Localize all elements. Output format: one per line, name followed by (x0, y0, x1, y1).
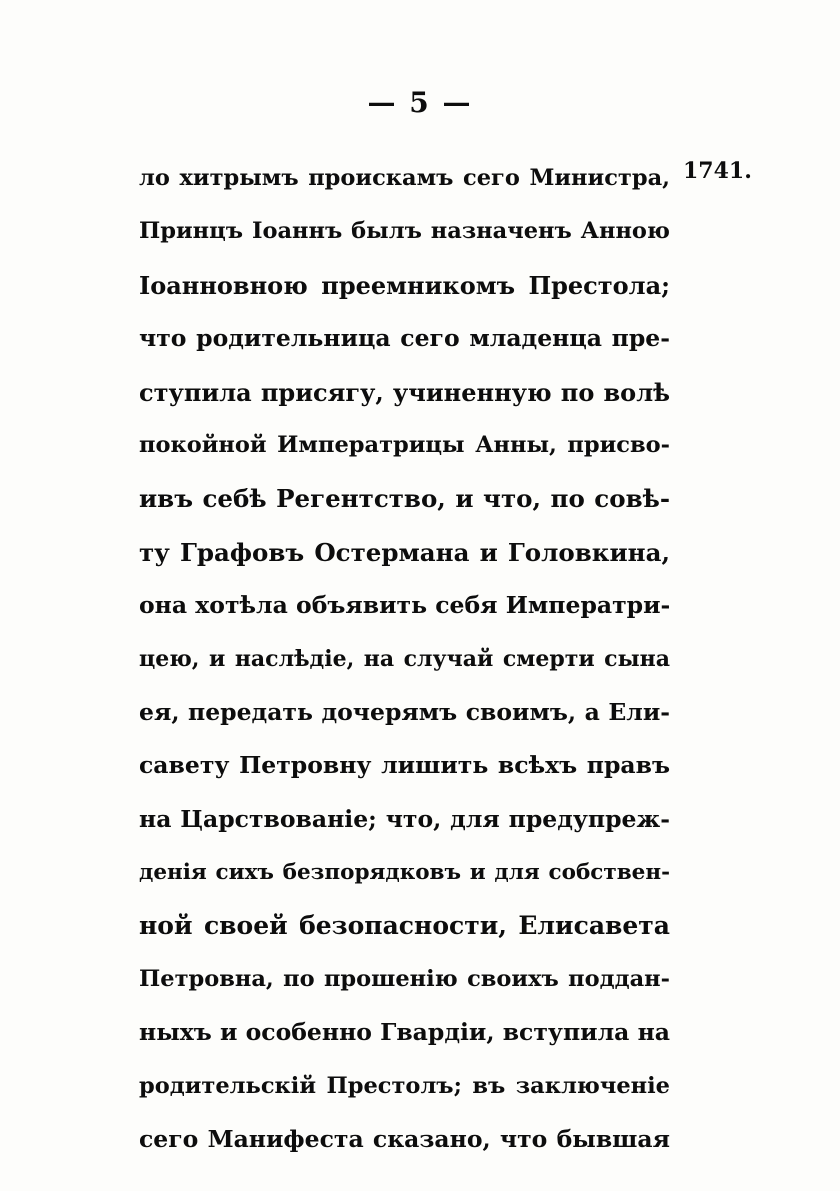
text-line: покойной Императрицы Анны, присво- (139, 431, 670, 458)
text-line: Принцъ Іоаннъ былъ назначенъ Анною (139, 218, 670, 245)
text-line: Іоанновною преемникомъ Престола; (139, 270, 670, 300)
text-line: родительскій Престолъ; въ заключеніе (139, 1072, 670, 1099)
text-line: ныхъ и особенно Гвардіи, вступила на (139, 1018, 670, 1047)
text-line: на Царствованіе; что, для предупреж- (139, 804, 670, 833)
body-text (139, 152, 670, 1166)
text-line: Петровна, по прошенію своихъ поддан- (139, 965, 670, 992)
text-line: ной своей безопасности, Елисавета (139, 911, 670, 941)
page-number: — 5 — (367, 86, 473, 119)
text-line: сего Манифеста сказано, что бывшая (139, 1125, 670, 1154)
margin-year-note: 1741. (683, 158, 752, 184)
text-line: денія сихъ безпорядковъ и для собствен- (139, 860, 670, 886)
text-line: ступила присягу, учиненную по волѣ (139, 377, 670, 407)
text-line: ивъ себѣ Регентство, и что, по совѣ- (139, 484, 670, 514)
text-line: что родительница сего младенца пре- (139, 324, 670, 353)
text-line: она хотѣла объявить себя Императри- (139, 591, 670, 620)
text-line: ея, передать дочерямъ своимъ, а Ели- (139, 697, 670, 726)
text-line: ло хитрымъ проискамъ сего Министра, (139, 165, 670, 191)
text-line: савету Петровну лишить всѣхъ правъ (139, 751, 670, 780)
text-line: цею, и наслѣдіе, на случай смерти сына (139, 645, 670, 672)
text-line: ту Графовъ Остермана и Головкина, (139, 537, 670, 567)
